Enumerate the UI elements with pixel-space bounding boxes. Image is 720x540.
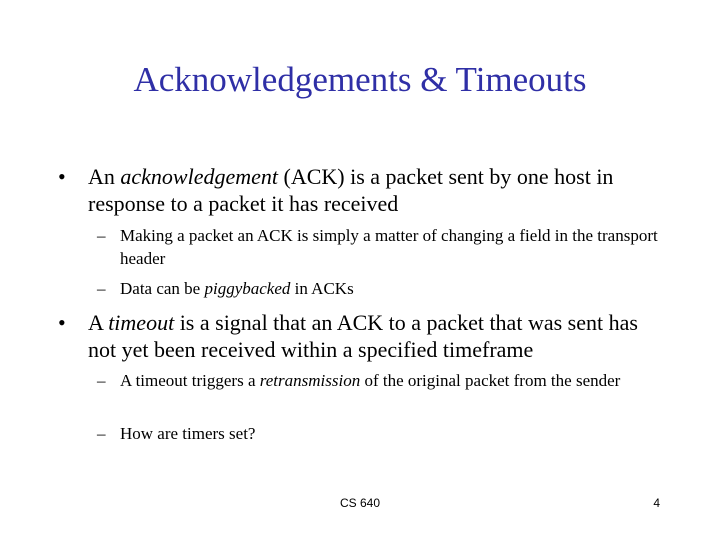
- bullet-text-pre: A: [88, 310, 109, 335]
- sub-bullet-text: [120, 224, 668, 270]
- sub-bullet-text-post: of the original packet from the sender: [360, 371, 621, 390]
- footer-page-number: 4: [653, 496, 660, 510]
- bullet-text-post: (ACK) is a packet sent by one host in response to a packet it has received: [88, 164, 614, 216]
- sub-bullet-text: [120, 277, 668, 300]
- bullet-text: [88, 309, 668, 363]
- sub-bullet-marker: –: [97, 424, 106, 443]
- bullet-text-pre: An: [88, 164, 121, 189]
- bullet-text-post: is a signal that an ACK to a packet that was sent has not yet been received within a specified timeframe: [88, 310, 638, 362]
- sub-bullet-marker: –: [97, 226, 106, 245]
- slide-title: Acknowledgements & Timeouts: [133, 60, 587, 99]
- footer-course: CS 640: [339, 496, 381, 510]
- bullet-marker: •: [58, 164, 66, 189]
- bullet-text: [88, 163, 668, 217]
- sub-bullet-text: [120, 369, 668, 392]
- sub-bullet-text-post: in ACKs: [290, 279, 354, 298]
- sub-bullet-text-pre: Data can be: [120, 279, 205, 298]
- sub-bullet-text-emphasis: retransmission: [259, 371, 361, 390]
- bullet-marker: •: [58, 310, 66, 335]
- sub-bullet-text-pre: A timeout triggers a: [120, 371, 260, 390]
- bullet-text-emphasis: timeout: [108, 310, 175, 335]
- sub-bullet-text-pre: Making a packet an ACK is simply a matter of changing a field in the transport header: [120, 226, 658, 268]
- sub-bullet-text: [120, 422, 668, 445]
- sub-bullet-marker: –: [97, 279, 106, 298]
- bullet-text-emphasis: acknowledgement: [120, 164, 278, 189]
- sub-bullet-text-emphasis: piggybacked: [204, 279, 291, 298]
- sub-bullet-text-pre: How are timers set?: [120, 424, 256, 443]
- sub-bullet-marker: –: [97, 371, 106, 390]
